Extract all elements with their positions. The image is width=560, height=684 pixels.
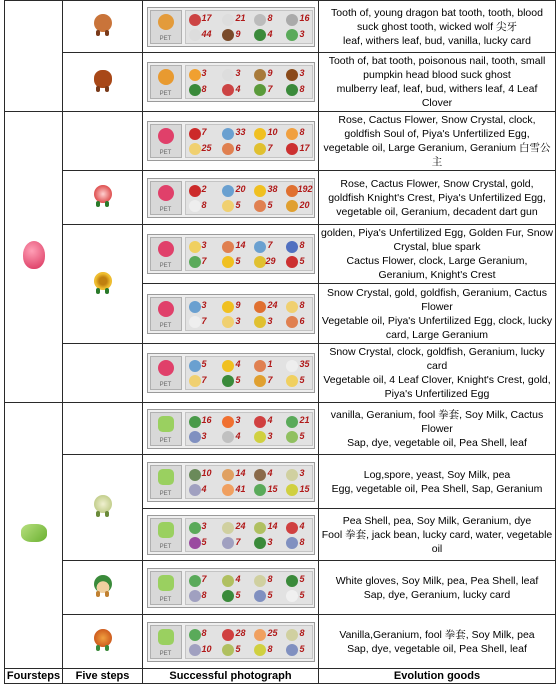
photo-cell [143,53,319,112]
four-step-cell [5,403,63,669]
five-step-cell [63,53,143,112]
photo-cell [143,561,319,615]
green-sprout-creature-icon [90,492,116,518]
table-row [5,112,556,171]
orange-creature-icon [90,626,116,652]
photo-cell [143,344,319,403]
table-row [5,615,556,669]
green-hat-creature-icon [90,572,116,598]
goods-cell: Pea Shell, pea, Soy Milk, Geranium, dye Fool 拳套, jack bean, lucky card, water, vegetable oil [319,509,556,561]
table-row [5,171,556,225]
photo-thumbnail: PET 3 14 7 8 7 5 29 5 [147,234,315,274]
photo-cell [143,284,319,344]
pink-egg-icon [23,241,45,269]
five-step-cell [63,561,143,615]
photo-cell [143,403,319,455]
goods-cell: Tooth of, young dragon bat tooth, tooth, blood suck ghost tooth, wicked wolf 尖牙 leaf, withers leaf, bud, vanilla, lucky card [319,1,556,53]
goods-cell: Snow Crystal, clock, goldfish, Geranium, lucky card Vegetable oil, 4 Leaf Clover, Knight's Crest, gold, Piya's Unfertilized Egg [319,344,556,403]
photo-thumbnail: PET 17 21 8 16 44 9 4 3 [147,7,315,47]
five-step-cell [63,171,143,225]
five-step-cell [63,1,143,53]
sunflower-creature-icon [90,269,116,295]
goods-cell: Log,spore, yeast, Soy Milk, pea Egg, vegetable oil, Pea Shell, Sap, Geranium [319,455,556,509]
column-header-photo: Successful photograph [143,669,319,684]
evolution-table [4,0,556,684]
photo-thumbnail: PET 7 33 10 8 25 6 7 17 [147,121,315,161]
table-row [5,344,556,403]
table-header-row [5,669,556,684]
photo-cell [143,509,319,561]
goods-cell: White gloves, Soy Milk, pea, Pea Shell, leaf Sap, dye, Geranium, lucky card [319,561,556,615]
five-step-cell [63,225,143,344]
five-step-cell [63,615,143,669]
goods-cell: Vanilla,Geranium, fool 拳套, Soy Milk, pea Sap, dye, vegetable oil, Pea Shell, leaf [319,615,556,669]
goods-cell: golden, Piya's Unfertilized Egg, Golden Fur, Snow Crystal, blue spark Cactus Flower, clock, Large Geranium, Geranium, Knight's Crest [319,225,556,284]
photo-thumbnail: PET 10 14 4 3 4 41 15 15 [147,462,315,502]
table-row [5,225,556,284]
photo-thumbnail: PET 3 3 9 3 8 4 7 8 [147,62,315,102]
five-step-cell [63,403,143,455]
goods-cell: Rose, Cactus Flower, Snow Crystal, clock, goldfish Soul of, Piya's Unfertilized Egg, vegetable oil, Large Geranium, Geranium 白雪公主 [319,112,556,171]
table-row [5,403,556,455]
five-step-cell [63,112,143,171]
photo-cell [143,1,319,53]
green-leaf-icon [21,524,47,542]
bean-creature-icon [90,67,116,93]
table-row [5,561,556,615]
five-step-cell [63,344,143,403]
five-step-cell [63,455,143,561]
goods-cell: Rose, Cactus Flower, Snow Crystal, gold, goldfish Knight's Crest, Piya's Unfertilized Egg, vegetable oil, Geranium, decadent dart gun [319,171,556,225]
photo-cell [143,615,319,669]
brown-creature-icon [90,11,116,37]
column-header-five-steps: Five steps [63,669,143,684]
column-header-four-steps: Foursteps [5,669,63,684]
photo-thumbnail: PET 7 4 8 5 8 5 5 5 [147,568,315,608]
table-row [5,53,556,112]
photo-thumbnail: PET 2 20 38 192 8 5 5 20 [147,178,315,218]
goods-cell: Snow Crystal, gold, goldfish, Geranium, Cactus Flower Vegetable oil, Piya's Unfertilized Egg, clock, lucky card, Large Geranium [319,284,556,344]
photo-cell [143,171,319,225]
photo-thumbnail: PET 3 24 14 4 5 7 3 8 [147,515,315,555]
photo-thumbnail: PET 8 28 25 8 10 5 8 5 [147,622,315,662]
photo-thumbnail: PET 3 9 24 8 7 3 3 6 [147,294,315,334]
table-row [5,1,556,53]
photo-cell [143,455,319,509]
red-flower-creature-icon [90,182,116,208]
photo-cell [143,112,319,171]
table-row [5,455,556,509]
goods-cell: vanilla, Geranium, fool 拳套, Soy Milk, Cactus Flower Sap, dye, vegetable oil, Pea Shell, leaf [319,403,556,455]
photo-thumbnail: PET 16 3 4 21 3 4 3 5 [147,409,315,449]
column-header-goods: Evolution goods [319,669,556,684]
photo-cell [143,225,319,284]
goods-cell: Tooth of, bat tooth, poisonous nail, tooth, small pumpkin head blood suck ghost mulberry leaf, leaf, bud, withers leaf, 4 Leaf Clover [319,53,556,112]
four-step-cell [5,112,63,403]
four-step-cell-empty [5,1,63,112]
photo-thumbnail: PET 5 4 1 35 7 5 7 5 [147,353,315,393]
